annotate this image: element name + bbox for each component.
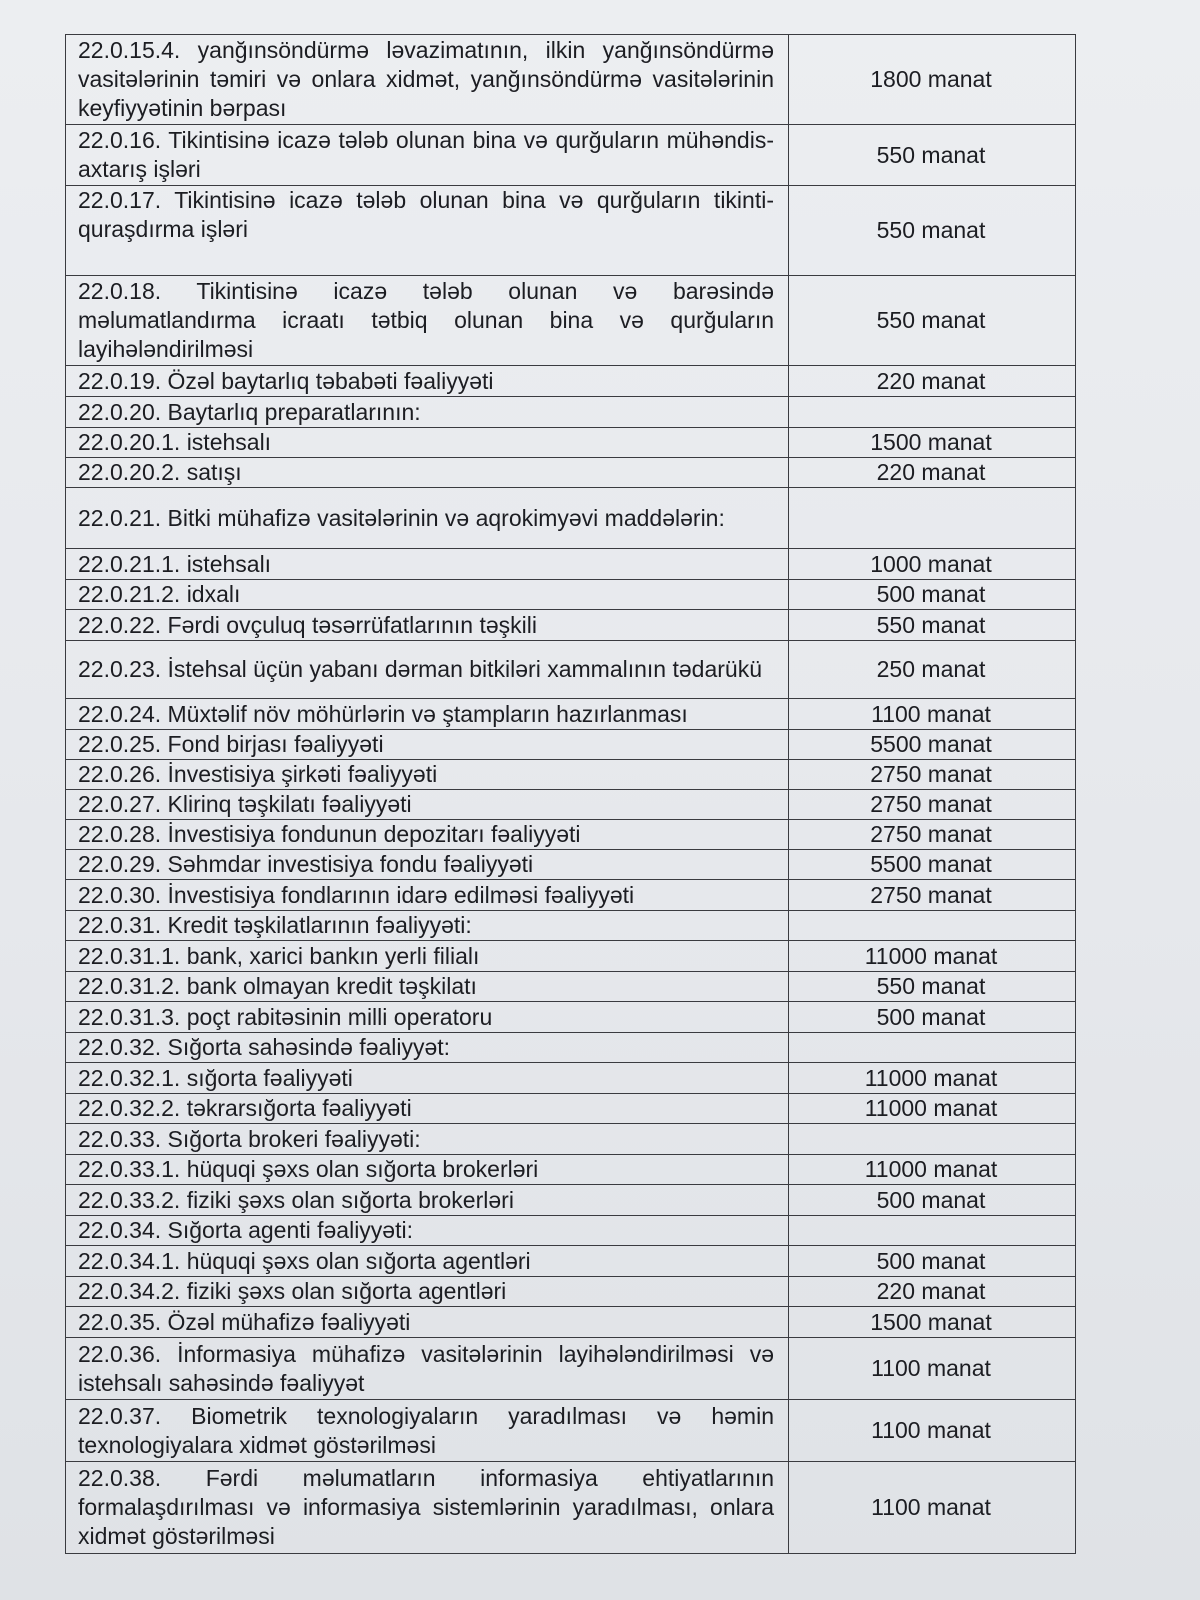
row-description: 22.0.34. Sığorta agenti fəaliyyəti:	[66, 1216, 789, 1246]
row-description: 22.0.37. Biometrik texnologiyaların yaradılması və həmin texnologiyalara xidmət göstərilməsi	[66, 1400, 789, 1462]
row-description: 22.0.21.2. idxalı	[66, 580, 789, 610]
table-row	[66, 1246, 1076, 1277]
row-fee: 2750 manat	[789, 790, 1076, 820]
table-row	[66, 1400, 1076, 1462]
table-row	[66, 580, 1076, 610]
row-fee: 1100 manat	[789, 1338, 1076, 1400]
table-row	[66, 1033, 1076, 1063]
row-description: 22.0.16. Tikintisinə icazə tələb olunan bina və qurğuların mühəndis-axtarış işləri	[66, 125, 789, 186]
table-row	[66, 1094, 1076, 1124]
row-fee	[789, 397, 1076, 428]
table-row	[66, 1002, 1076, 1033]
row-fee: 500 manat	[789, 1246, 1076, 1277]
row-description: 22.0.26. İnvestisiya şirkəti fəaliyyəti	[66, 760, 789, 790]
row-fee: 1100 manat	[789, 1400, 1076, 1462]
row-description: 22.0.32.2. təkrarsığorta fəaliyyəti	[66, 1094, 789, 1124]
row-description: 22.0.33.1. hüquqi şəxs olan sığorta brokerləri	[66, 1155, 789, 1185]
row-description: 22.0.18. Tikintisinə icazə tələb olunan və barəsində məlumatlandırma icraatı tətbiq olunan bina və qurğuların layihələndirilməsi	[66, 276, 789, 366]
table-row	[66, 941, 1076, 972]
table-row	[66, 880, 1076, 911]
row-description: 22.0.27. Klirinq təşkilatı fəaliyyəti	[66, 790, 789, 820]
row-fee: 1000 manat	[789, 549, 1076, 580]
table-row	[66, 820, 1076, 850]
row-description: 22.0.32. Sığorta sahəsində fəaliyyət:	[66, 1033, 789, 1063]
table-row	[66, 1277, 1076, 1307]
row-fee: 1100 manat	[789, 699, 1076, 730]
row-fee: 11000 manat	[789, 941, 1076, 972]
table-row	[66, 458, 1076, 488]
table-row	[66, 699, 1076, 730]
row-fee: 11000 manat	[789, 1094, 1076, 1124]
table-row	[66, 35, 1076, 125]
row-description: 22.0.20.2. satışı	[66, 458, 789, 488]
row-fee: 1500 manat	[789, 1307, 1076, 1338]
row-fee: 5500 manat	[789, 850, 1076, 880]
table-row	[66, 366, 1076, 397]
table-row	[66, 549, 1076, 580]
row-fee: 1800 manat	[789, 35, 1076, 125]
table-row	[66, 1216, 1076, 1246]
row-fee: 1100 manat	[789, 1462, 1076, 1554]
row-fee: 500 manat	[789, 1002, 1076, 1033]
table-row	[66, 1155, 1076, 1185]
table-row	[66, 1185, 1076, 1216]
table-row	[66, 397, 1076, 428]
row-fee: 220 manat	[789, 366, 1076, 397]
row-description: 22.0.17. Tikintisinə icazə tələb olunan bina və qurğuların tikinti-quraşdırma işləri	[66, 186, 789, 276]
table-row	[66, 730, 1076, 760]
table-row	[66, 760, 1076, 790]
row-fee	[789, 911, 1076, 941]
row-description: 22.0.34.1. hüquqi şəxs olan sığorta agentləri	[66, 1246, 789, 1277]
row-fee: 500 manat	[789, 1185, 1076, 1216]
row-description: 22.0.33.2. fiziki şəxs olan sığorta brokerləri	[66, 1185, 789, 1216]
row-description: 22.0.20. Baytarlıq preparatlarının:	[66, 397, 789, 428]
table-row	[66, 1307, 1076, 1338]
row-description: 22.0.21.1. istehsalı	[66, 549, 789, 580]
row-fee: 550 manat	[789, 186, 1076, 276]
row-fee: 500 manat	[789, 580, 1076, 610]
row-fee: 550 manat	[789, 972, 1076, 1002]
row-description: 22.0.34.2. fiziki şəxs olan sığorta agentləri	[66, 1277, 789, 1307]
table-row	[66, 125, 1076, 186]
row-fee: 550 manat	[789, 125, 1076, 186]
table-row	[66, 1124, 1076, 1155]
row-description: 22.0.23. İstehsal üçün yabanı dərman bitkiləri xammalının tədarükü	[66, 641, 789, 699]
row-fee: 220 manat	[789, 1277, 1076, 1307]
row-fee: 2750 manat	[789, 760, 1076, 790]
row-description: 22.0.22. Fərdi ovçuluq təsərrüfatlarının təşkili	[66, 610, 789, 641]
table-row	[66, 1063, 1076, 1094]
row-fee	[789, 1124, 1076, 1155]
row-description: 22.0.31.1. bank, xarici bankın yerli filialı	[66, 941, 789, 972]
row-description: 22.0.35. Özəl mühafizə fəaliyyəti	[66, 1307, 789, 1338]
table-row	[66, 911, 1076, 941]
table-row	[66, 1462, 1076, 1554]
row-description: 22.0.36. İnformasiya mühafizə vasitələrinin layihələndirilməsi və istehsalı sahəsində fəaliyyət	[66, 1338, 789, 1400]
table-row	[66, 641, 1076, 699]
table-row	[66, 488, 1076, 549]
table-row	[66, 790, 1076, 820]
table-row	[66, 276, 1076, 366]
row-description: 22.0.32.1. sığorta fəaliyyəti	[66, 1063, 789, 1094]
row-description: 22.0.28. İnvestisiya fondunun depozitarı fəaliyyəti	[66, 820, 789, 850]
table-row	[66, 186, 1076, 276]
row-fee	[789, 1216, 1076, 1246]
row-description: 22.0.31.3. poçt rabitəsinin milli operatoru	[66, 1002, 789, 1033]
row-fee	[789, 1033, 1076, 1063]
row-description: 22.0.31. Kredit təşkilatlarının fəaliyyəti:	[66, 911, 789, 941]
table-row	[66, 972, 1076, 1002]
row-description: 22.0.25. Fond birjası fəaliyyəti	[66, 730, 789, 760]
table-row	[66, 610, 1076, 641]
row-fee: 220 manat	[789, 458, 1076, 488]
row-fee: 11000 manat	[789, 1155, 1076, 1185]
row-fee: 2750 manat	[789, 820, 1076, 850]
row-fee: 1500 manat	[789, 428, 1076, 458]
row-fee: 550 manat	[789, 610, 1076, 641]
table-row	[66, 850, 1076, 880]
row-description: 22.0.31.2. bank olmayan kredit təşkilatı	[66, 972, 789, 1002]
row-description: 22.0.19. Özəl baytarlıq təbabəti fəaliyyəti	[66, 366, 789, 397]
row-fee	[789, 488, 1076, 549]
row-description: 22.0.38. Fərdi məlumatların informasiya ehtiyatlarının formalaşdırılması və informasiya sistemlərinin yaradılması, onlara xidmət göstərilməsi	[66, 1462, 789, 1554]
row-fee: 5500 manat	[789, 730, 1076, 760]
row-fee: 11000 manat	[789, 1063, 1076, 1094]
fee-table	[65, 34, 1076, 1554]
row-fee: 2750 manat	[789, 880, 1076, 911]
table-row	[66, 428, 1076, 458]
row-fee: 250 manat	[789, 641, 1076, 699]
row-description: 22.0.15.4. yanğınsöndürmə ləvazimatının, ilkin yanğınsöndürmə vasitələrinin təmiri və onlara xidmət, yanğınsöndürmə vasitələrinin keyfiyyətinin bərpası	[66, 35, 789, 125]
row-fee: 550 manat	[789, 276, 1076, 366]
row-description: 22.0.24. Müxtəlif növ möhürlərin və ştampların hazırlanması	[66, 699, 789, 730]
row-description: 22.0.30. İnvestisiya fondlarının idarə edilməsi fəaliyyəti	[66, 880, 789, 911]
row-description: 22.0.20.1. istehsalı	[66, 428, 789, 458]
row-description: 22.0.29. Səhmdar investisiya fondu fəaliyyəti	[66, 850, 789, 880]
row-description: 22.0.33. Sığorta brokeri fəaliyyəti:	[66, 1124, 789, 1155]
table-row	[66, 1338, 1076, 1400]
row-description: 22.0.21. Bitki mühafizə vasitələrinin və aqrokimyəvi maddələrin:	[66, 488, 789, 549]
